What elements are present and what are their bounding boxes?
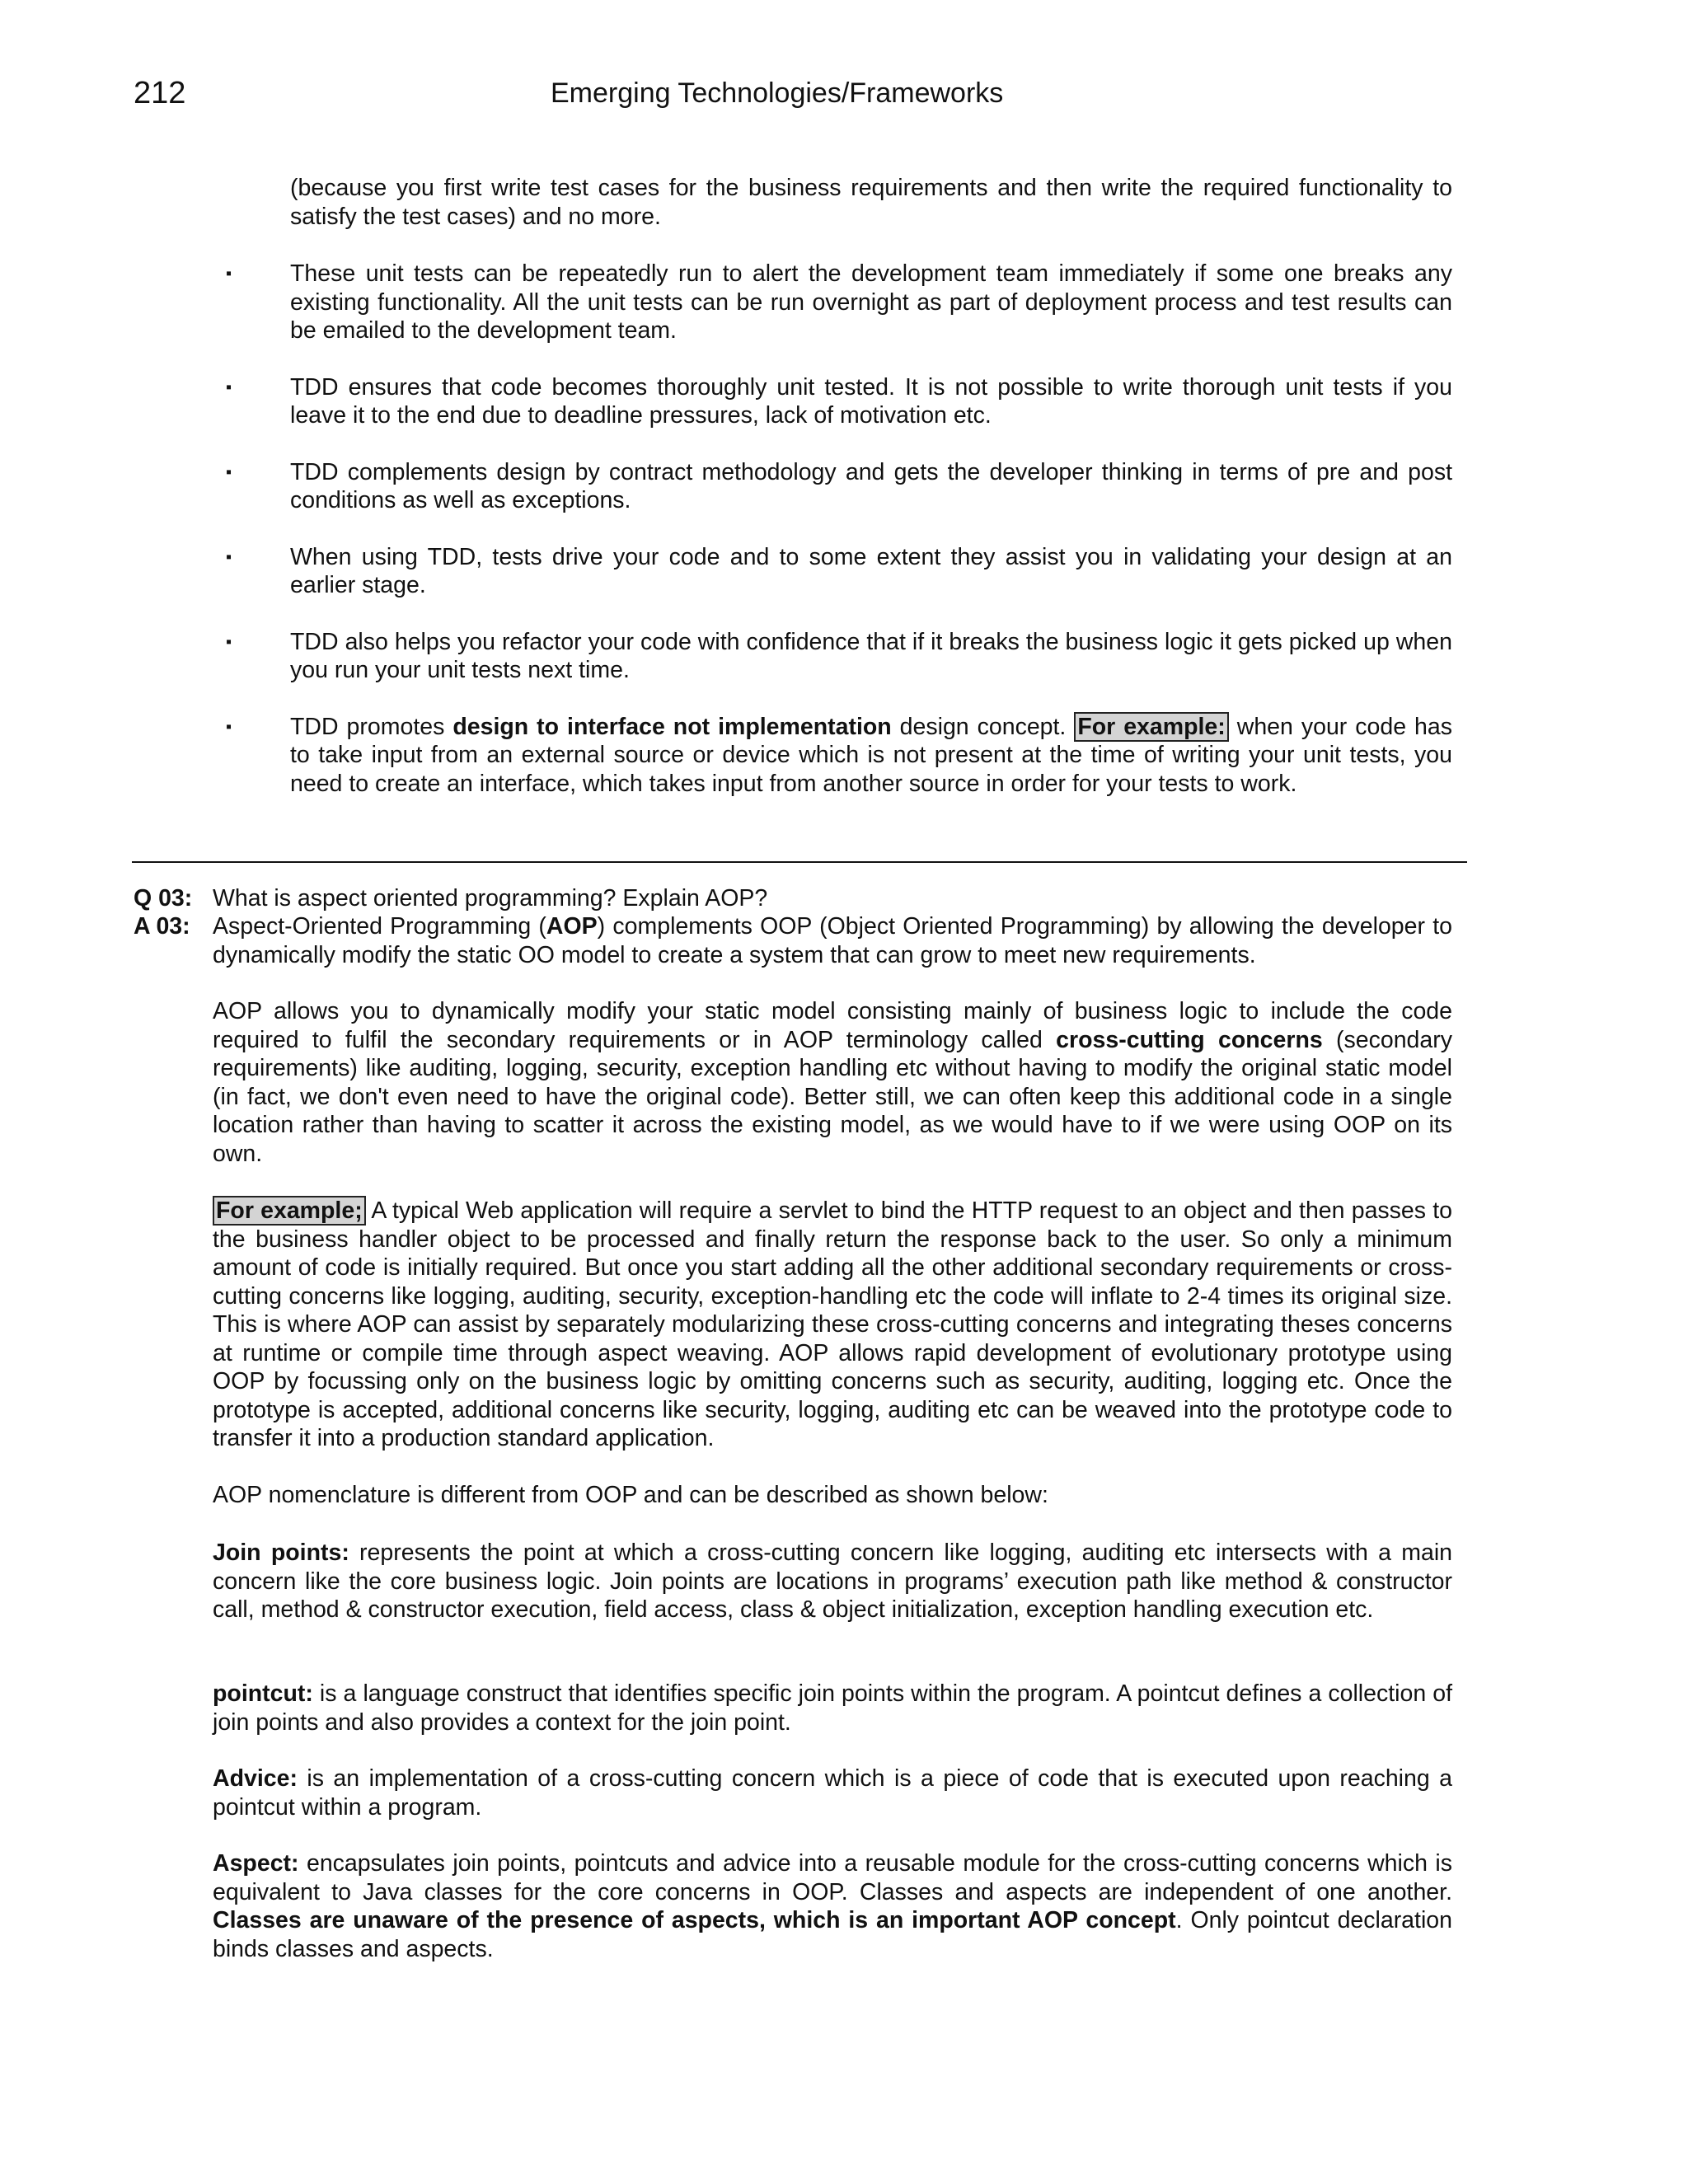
term-label: Join points: xyxy=(213,1540,349,1566)
bullet-marker: ▪ xyxy=(226,377,232,396)
text-run: A typical Web application will require a servlet to bind the HTTP request to an object and then passes to the business handler object to be processed and finally return the response back to the user. So only a minimum amount of code is initially required. But once you start adding all the other additional secondary requirements or cross-cutting concerns like logging, auditing, security, exception-handling etc the code will inflate to 2-4 times its original size. This is where AOP can assist by separately modularizing these cross-cutting concerns and integrating theses concerns at runtime or compile time through aspect weaving. AOP allows rapid development of evolutionary prototype using OOP by focussing only on the business logic by omitting concerns such as security, auditing, logging etc. Once the prototype is accepted, additional concerns like security, logging, auditing etc can be weaved into the prototype code to transfer it into a production standard application. xyxy=(213,1197,1453,1451)
question-label: Q 03: xyxy=(134,885,193,912)
term-label: Aspect: xyxy=(213,1850,299,1877)
term-label: pointcut: xyxy=(213,1680,313,1707)
definition-text: encapsulates join points, pointcuts and advice into a reusable module for the cross-cutting concerns which is equivalent to Java classes for the core concerns in OOP. Classes and aspects are independent of one another. xyxy=(213,1850,1452,1905)
list-item-text: These unit tests can be repeatedly run to alert the development team immediately if some one breaks any existing functionality. All the unit tests can be run overnight as part of deployment process and test results can be emailed to the development team. xyxy=(290,260,1452,344)
list-item xyxy=(226,260,1452,345)
definition-pointcut xyxy=(213,1680,1452,1736)
text-run: when your code has to take input from an external source or device which is not present at the time of writing your unit tests, you need to create an interface, which takes input from another source in order for your tests to work. xyxy=(290,713,1452,797)
list-item xyxy=(226,628,1452,685)
list-item-text: TDD ensures that code becomes thoroughly unit tested. It is not possible to write thorough unit tests if you leave it to the end due to deadline pressures, lack of motivation etc. xyxy=(290,373,1452,429)
bold-phrase: design to interface not implementation xyxy=(452,713,892,740)
definition-text: is an implementation of a cross-cutting concern which is a piece of code that is executed upon reaching a pointcut within a program. xyxy=(213,1765,1452,1821)
definition-join-points xyxy=(213,1539,1452,1624)
answer-label: A 03: xyxy=(134,913,190,940)
tdd-benefits-list xyxy=(226,260,1452,826)
answer-row xyxy=(134,912,1452,969)
text-run: design concept. xyxy=(891,713,1075,740)
paragraph-nomenclature: AOP nomenclature is different from OOP and can be described as shown below: xyxy=(213,1482,1048,1508)
definition-aspect xyxy=(213,1849,1452,1963)
list-item xyxy=(226,373,1452,430)
question-text: What is aspect oriented programming? Explain AOP? xyxy=(213,885,768,912)
bold-phrase: cross-cutting concerns xyxy=(1056,1026,1323,1053)
definition-text: represents the point at which a cross-cutting concern like logging, auditing etc intersects with a main concern like the core business logic. Join points are locations in programs’ execution path like method & constructor call, method & constructor execution, field access, class & object initialization, exception handling execution etc. xyxy=(213,1540,1452,1623)
example-highlight: For example: xyxy=(1074,712,1228,742)
paragraph-example xyxy=(213,1197,1452,1453)
text-run: AOP allows you to dynamically modify your static model consisting mainly of business logic to include the code required to fulfil the secondary requirements or in AOP terminology called xyxy=(213,998,1452,1053)
text-run: ) complements OOP (Object Oriented Programming) by allowing the developer to dynamically modify the static OO model to create a system that can grow to meet new requirements. xyxy=(213,913,1452,968)
text-run: (secondary requirements) like auditing, logging, security, exception handling etc without having to modify the original static model (in fact, we don't even need to have the original code). Better still, we can often keep this additional code in a single location rather than having to scatter it across the existing model, as we would have to if we were using OOP on its own. xyxy=(213,1026,1453,1167)
definition-text: is a language construct that identifies specific join points within the program. A pointcut defines a collection of join points and also provides a context for the join point. xyxy=(213,1680,1452,1736)
paragraph-cross-cutting xyxy=(213,997,1452,1168)
bold-phrase: Classes are unaware of the presence of aspects, which is an important AOP concept xyxy=(213,1907,1176,1933)
question-row xyxy=(134,884,1452,913)
bold-phrase: AOP xyxy=(546,913,598,940)
list-item-text: When using TDD, tests drive your code and to some extent they assist you in validating your design at an earlier stage. xyxy=(290,543,1452,598)
bullet-marker: ▪ xyxy=(226,265,232,283)
bullet-marker: ▪ xyxy=(226,547,232,566)
answer-text xyxy=(213,912,1452,969)
page-number: 212 xyxy=(134,76,186,110)
term-label: Advice: xyxy=(213,1765,298,1792)
list-item-text: TDD complements design by contract methodology and gets the developer thinking in terms of pre and post conditions as well as exceptions. xyxy=(290,458,1452,513)
running-head: Emerging Technologies/Frameworks xyxy=(551,77,1004,109)
bullet-marker: ▪ xyxy=(226,717,232,736)
definition-advice xyxy=(213,1765,1452,1821)
bullet-marker: ▪ xyxy=(226,632,232,651)
list-item-text xyxy=(290,713,1452,799)
text-run: . Only pointcut declaration binds classes and aspects. xyxy=(213,1907,1452,1962)
example-highlight: For example; xyxy=(213,1196,366,1226)
list-item-text: TDD also helps you refactor your code with confidence that if it breaks the business logic it gets picked up when you run your unit tests next time. xyxy=(290,628,1452,683)
list-item xyxy=(226,713,1452,799)
intro-paragraph: (because you first write test cases for the business requirements and then write the required functionality to satisfy the test cases) and no more. xyxy=(290,175,1452,230)
section-divider xyxy=(132,861,1467,863)
list-item xyxy=(226,543,1452,600)
text-run: Aspect-Oriented Programming ( xyxy=(213,913,546,940)
bullet-marker: ▪ xyxy=(226,462,232,481)
list-item xyxy=(226,458,1452,515)
text-run: TDD promotes xyxy=(290,713,453,740)
